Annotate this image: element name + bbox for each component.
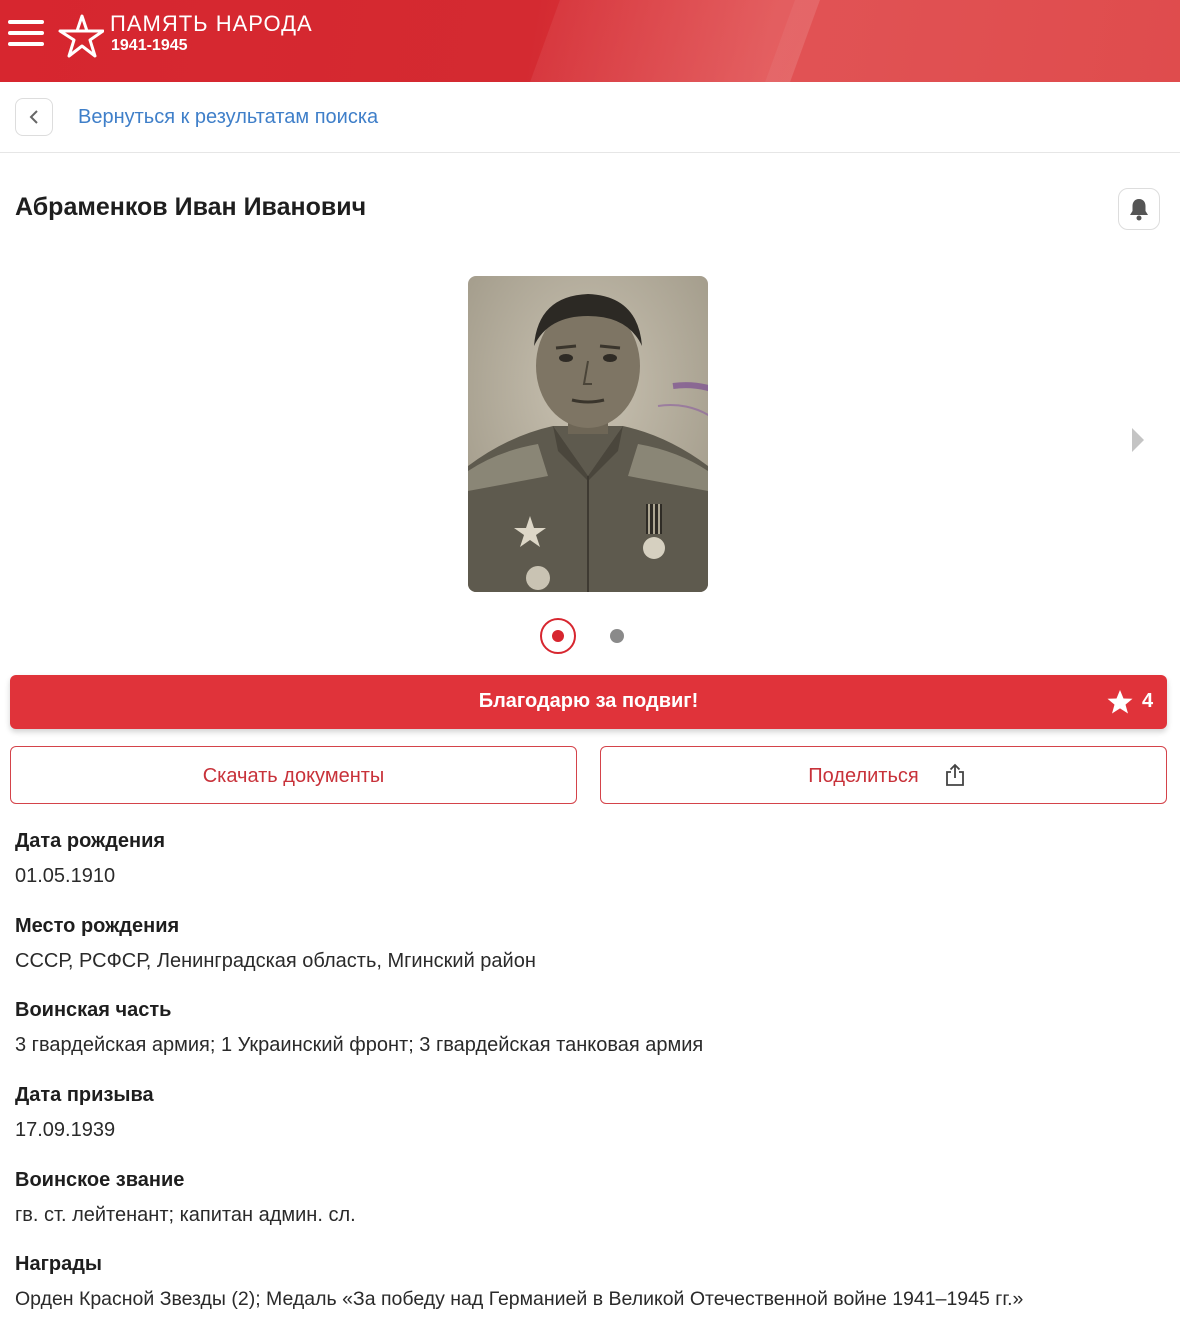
field-label: Воинская часть: [15, 999, 172, 1021]
download-documents-button[interactable]: [10, 746, 577, 804]
hamburger-menu-icon[interactable]: [8, 20, 46, 50]
share-button[interactable]: [600, 746, 1167, 804]
slide-indicators: [540, 618, 640, 654]
bell-icon: [1128, 197, 1150, 221]
download-button-label: Скачать документы: [202, 765, 385, 787]
back-button[interactable]: [15, 98, 53, 136]
field-value: гв. ст. лейтенант; капитан админ. сл.: [15, 1204, 356, 1226]
star-logo-icon[interactable]: [58, 14, 104, 58]
birth-date-field: [15, 830, 165, 888]
chevron-left-icon: [28, 109, 40, 125]
awards-field: [15, 1253, 1023, 1311]
back-to-results-link[interactable]: Вернуться к результатам поиска: [78, 106, 379, 128]
person-name: Абраменков Иван Иванович: [15, 193, 367, 221]
thanks-count: 4: [1142, 690, 1154, 712]
birth-place-field: [15, 915, 536, 973]
back-navigation-bar: [0, 82, 1180, 153]
logo-title[interactable]: ПАМЯТЬ НАРОДА: [110, 11, 313, 36]
field-label: Дата рождения: [15, 830, 166, 852]
app-header: [0, 0, 1180, 82]
thanks-for-feat-button[interactable]: [10, 675, 1167, 729]
thanks-button-label: Благодарю за подвиг!: [478, 690, 699, 712]
field-label: Воинское звание: [15, 1169, 185, 1191]
field-value: 3 гвардейская армия; 1 Украинский фронт; 3 гвардейская танковая армия: [15, 1034, 704, 1056]
conscription-date-field: [15, 1084, 154, 1142]
field-label: Место рождения: [15, 915, 180, 937]
slide-dot-active[interactable]: [540, 618, 576, 654]
military-rank-field: [15, 1169, 356, 1227]
field-label: Награды: [15, 1253, 103, 1275]
logo-years[interactable]: 1941-1945: [111, 37, 188, 54]
field-label: Дата призыва: [15, 1084, 154, 1106]
share-icon: [944, 763, 966, 787]
subscribe-button[interactable]: [1118, 188, 1160, 230]
soldier-portrait-photo[interactable]: [468, 276, 708, 592]
star-icon: [1107, 689, 1133, 715]
header-decoration: [765, 0, 1180, 82]
share-button-label: Поделиться: [808, 765, 919, 787]
military-unit-field: [15, 999, 703, 1057]
field-value: СССР, РСФСР, Ленинградская область, Мгинский район: [15, 950, 536, 972]
slide-dot[interactable]: [610, 629, 624, 643]
next-slide-arrow-icon[interactable]: [1128, 426, 1148, 454]
field-value: 17.09.1939: [15, 1119, 116, 1141]
field-value: Орден Красной Звезды (2); Медаль «За победу над Германией в Великой Отечественной войне 1941–1945 гг.»: [15, 1288, 1024, 1310]
field-value: 01.05.1910: [15, 865, 116, 887]
